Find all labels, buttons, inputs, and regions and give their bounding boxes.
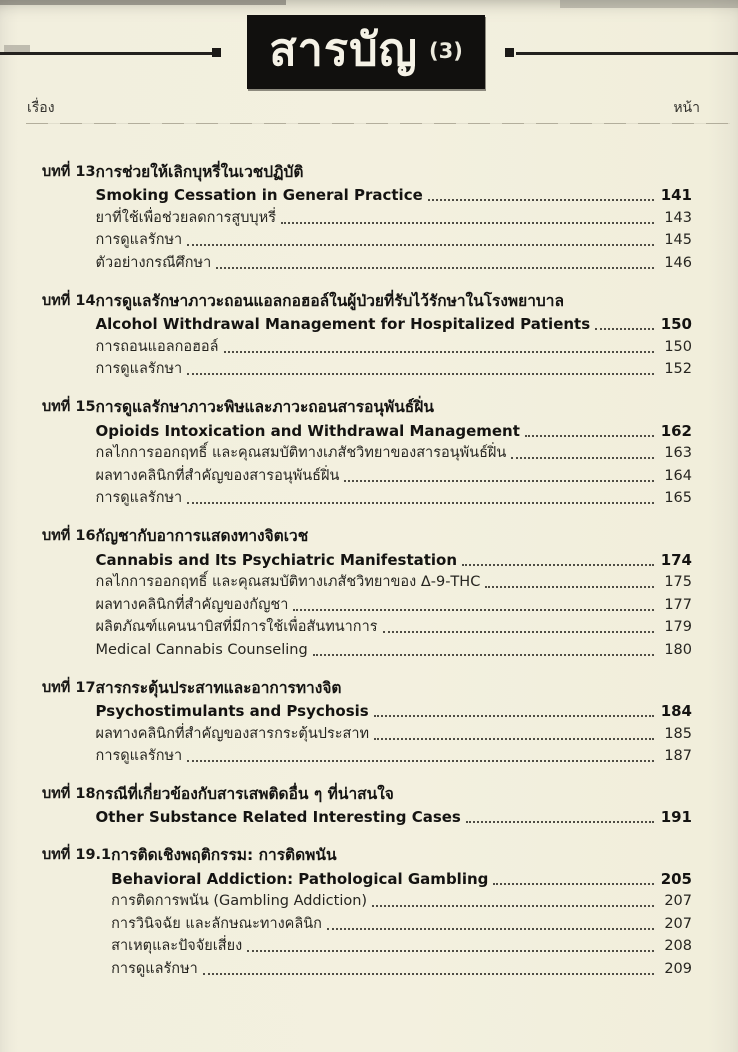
toc-entry-page-number: 205	[660, 869, 692, 888]
toc-entry	[96, 184, 692, 207]
header-rule-dot-left	[212, 48, 221, 57]
column-header-subject: เรื่อง	[27, 100, 55, 116]
chapter-body	[96, 677, 692, 767]
toc-entry-text: การดูแลรักษา	[95, 232, 183, 249]
toc-entry-text: กลไกการออกฤทธิ์ และคุณสมบัติทางเภสัชวิทยาของ Δ-9-THC	[95, 574, 481, 591]
chapter-body	[96, 525, 692, 661]
toc-list	[42, 161, 692, 996]
dot-leader	[511, 457, 654, 459]
toc-chapter	[42, 290, 692, 380]
toc-entry-text: ตัวอย่างกรณีศึกษา	[95, 254, 212, 271]
toc-entry	[96, 745, 692, 768]
toc-entry-text: Psychostimulants and Psychosis	[95, 702, 369, 721]
chapter-title: กรณีที่เกี่ยวข้องกับสารเสพติดอื่น ๆ ที่น่าสนใจ	[95, 785, 394, 804]
toc-entry-page-number: 163	[664, 445, 692, 462]
chapter-label: บทที่ 13	[42, 164, 96, 180]
toc-entry-text: การดูแลรักษา	[95, 748, 183, 765]
header-rule-dot-right	[505, 48, 514, 57]
dot-leader	[224, 351, 654, 353]
toc-title-box	[247, 15, 485, 89]
toc-entry-page-number: 141	[660, 186, 692, 205]
dot-leader	[466, 821, 654, 823]
scan-artifact	[0, 0, 286, 5]
toc-entry-text: Smoking Cessation in General Practice	[95, 186, 423, 205]
toc-entry	[96, 548, 692, 571]
chapter-body	[111, 844, 692, 980]
chapter-body	[96, 161, 692, 274]
toc-entry-page-number: 207	[664, 893, 692, 910]
toc-entry	[96, 419, 692, 442]
toc-entry	[96, 358, 692, 381]
dot-leader	[428, 199, 654, 201]
toc-entry-text: Medical Cannabis Counseling	[95, 641, 308, 658]
toc-entry-text: ผลทางคลินิกที่สำคัญของสารอนุพันธ์ฝิ่น	[95, 467, 340, 484]
toc-entry-page-number: 187	[664, 748, 692, 765]
toc-entry-page-number: 191	[660, 808, 692, 827]
toc-entry-text: การดูแลรักษา	[95, 490, 183, 507]
chapter-label: บทที่ 16	[42, 528, 96, 545]
dot-leader	[203, 973, 654, 975]
toc-entry	[96, 593, 692, 616]
toc-entry	[96, 699, 692, 722]
dot-leader	[327, 928, 654, 930]
toc-entry	[96, 638, 692, 661]
toc-entry-text: ผลิตภัณฑ์แคนนาบิสที่มีการใช้เพื่อสันทนาการ	[95, 619, 378, 636]
toc-entry-page-number: 207	[664, 915, 692, 932]
toc-entry-text: ผลทางคลินิกที่สำคัญของสารกระตุ้นประสาท	[95, 725, 370, 742]
toc-entry-text: การดูแลรักษา	[111, 961, 198, 977]
toc-entry-text: Other Substance Related Interesting Cases	[95, 808, 461, 827]
chapter-title: การติดเชิงพฤติกรรม: การติดพนัน	[111, 846, 337, 865]
dot-leader	[462, 564, 654, 566]
dot-leader	[383, 631, 654, 633]
scan-artifact	[560, 0, 738, 8]
toc-entry-page-number: 174	[660, 550, 692, 569]
toc-entry	[96, 806, 692, 829]
toc-chapter	[42, 525, 692, 661]
dot-leader	[485, 586, 654, 588]
toc-entry-text: กลไกการออกฤทธิ์ และคุณสมบัติทางเภสัชวิทยาของสารอนุพันธ์ฝิ่น	[95, 445, 507, 462]
toc-chapter	[42, 783, 692, 828]
toc-entry-text: Cannabis and Its Psychiatric Manifestation	[95, 550, 458, 569]
chapter-body	[96, 290, 692, 380]
chapter-title: สารกระตุ้นประสาทและอาการทางจิต	[95, 678, 342, 697]
toc-entry-text: การวินิจฉัย และลักษณะทางคลินิก	[111, 915, 322, 932]
toc-entry	[96, 206, 692, 229]
toc-entry	[96, 313, 692, 336]
toc-entry-page-number: 145	[664, 232, 692, 249]
page-title: สารบัญ	[269, 22, 418, 76]
toc-entry-page-number: 185	[664, 725, 692, 742]
toc-chapter	[42, 677, 692, 767]
toc-entry-page-number: 184	[660, 702, 692, 721]
toc-entry	[111, 935, 692, 958]
toc-entry-page-number: 146	[664, 254, 692, 271]
chapter-title: การดูแลรักษาภาวะพิษและภาวะถอนสารอนุพันธ์ฝิ่น	[95, 398, 434, 417]
toc-entry-text: การดูแลรักษา	[95, 361, 183, 378]
toc-entry-page-number: 164	[664, 467, 692, 484]
dot-leader	[293, 609, 654, 611]
toc-entry	[96, 442, 692, 465]
dot-leader	[344, 480, 654, 482]
dot-leader	[493, 883, 654, 885]
toc-entry	[96, 722, 692, 745]
chapter-label: บทที่ 19.1	[42, 847, 112, 864]
dot-leader	[247, 950, 654, 952]
toc-entry	[111, 890, 692, 913]
toc-entry-page-number: 150	[664, 338, 692, 355]
toc-chapter	[42, 844, 692, 980]
chapter-title: กัญชากับอาการแสดงทางจิตเวช	[95, 527, 309, 546]
dot-leader	[372, 905, 654, 907]
toc-entry	[96, 251, 692, 274]
toc-entry	[111, 912, 692, 935]
toc-entry-page-number: 143	[664, 209, 692, 226]
toc-entry-text: Opioids Intoxication and Withdrawal Management	[95, 421, 520, 440]
toc-entry-page-number: 175	[664, 574, 692, 591]
toc-entry	[96, 487, 692, 510]
chapter-body	[96, 783, 692, 828]
page-title-number: (3)	[429, 39, 463, 63]
column-header-rule	[26, 123, 730, 124]
chapter-title: การดูแลรักษาภาวะถอนแอลกอฮอล์ในผู้ป่วยที่รับไว้รักษาในโรงพยาบาล	[95, 291, 564, 310]
toc-entry-page-number: 150	[660, 315, 692, 334]
toc-entry-page-number: 165	[664, 490, 692, 507]
toc-entry-page-number: 179	[664, 619, 692, 636]
toc-chapter	[42, 161, 692, 274]
toc-entry-text: สาเหตุและปัจจัยเสี่ยง	[111, 938, 243, 955]
chapter-label: บทที่ 15	[42, 399, 96, 416]
column-header-page: หน้า	[673, 100, 700, 116]
toc-entry-page-number: 180	[664, 641, 692, 658]
dot-leader	[525, 435, 654, 437]
toc-entry-text: ผลทางคลินิกที่สำคัญของกัญชา	[95, 596, 289, 613]
dot-leader	[216, 267, 654, 269]
toc-entry	[96, 571, 692, 594]
toc-entry	[96, 464, 692, 487]
header-rule-right	[516, 52, 738, 55]
toc-entry	[96, 229, 692, 252]
toc-entry	[96, 335, 692, 358]
dot-leader	[187, 244, 654, 246]
toc-entry-page-number: 162	[660, 421, 692, 440]
toc-entry-page-number: 208	[664, 938, 692, 955]
toc-entry	[111, 957, 692, 980]
toc-entry-text: ยาที่ใช้เพื่อช่วยลดการสูบบุหรี่	[95, 209, 276, 226]
dot-leader	[187, 502, 654, 504]
header-rule-left	[0, 52, 212, 55]
chapter-title: การช่วยให้เลิกบุหรี่ในเวชปฏิบัติ	[95, 163, 304, 181]
chapter-body	[96, 396, 692, 509]
dot-leader	[187, 373, 654, 375]
toc-chapter	[42, 396, 692, 509]
dot-leader	[313, 654, 654, 656]
toc-entry-text: Behavioral Addiction: Pathological Gambling	[111, 869, 489, 888]
dot-leader	[374, 738, 654, 740]
chapter-label: บทที่ 14	[42, 292, 96, 309]
chapter-label: บทที่ 18	[42, 786, 96, 803]
column-header-row	[27, 97, 700, 119]
dot-leader	[281, 222, 654, 224]
dot-leader	[595, 328, 654, 330]
toc-entry	[96, 616, 692, 639]
toc-entry-page-number: 152	[664, 361, 692, 378]
toc-entry-page-number: 209	[664, 961, 692, 977]
toc-entry-page-number: 177	[664, 596, 692, 613]
toc-entry	[111, 867, 692, 890]
toc-entry-text: การติดการพนัน (Gambling Addiction)	[111, 893, 368, 910]
dot-leader	[187, 760, 654, 762]
chapter-label: บทที่ 17	[42, 679, 96, 696]
toc-entry-text: Alcohol Withdrawal Management for Hospitalized Patients	[95, 315, 591, 334]
toc-entry-text: การถอนแอลกอฮอล์	[95, 338, 219, 355]
dot-leader	[374, 715, 654, 717]
